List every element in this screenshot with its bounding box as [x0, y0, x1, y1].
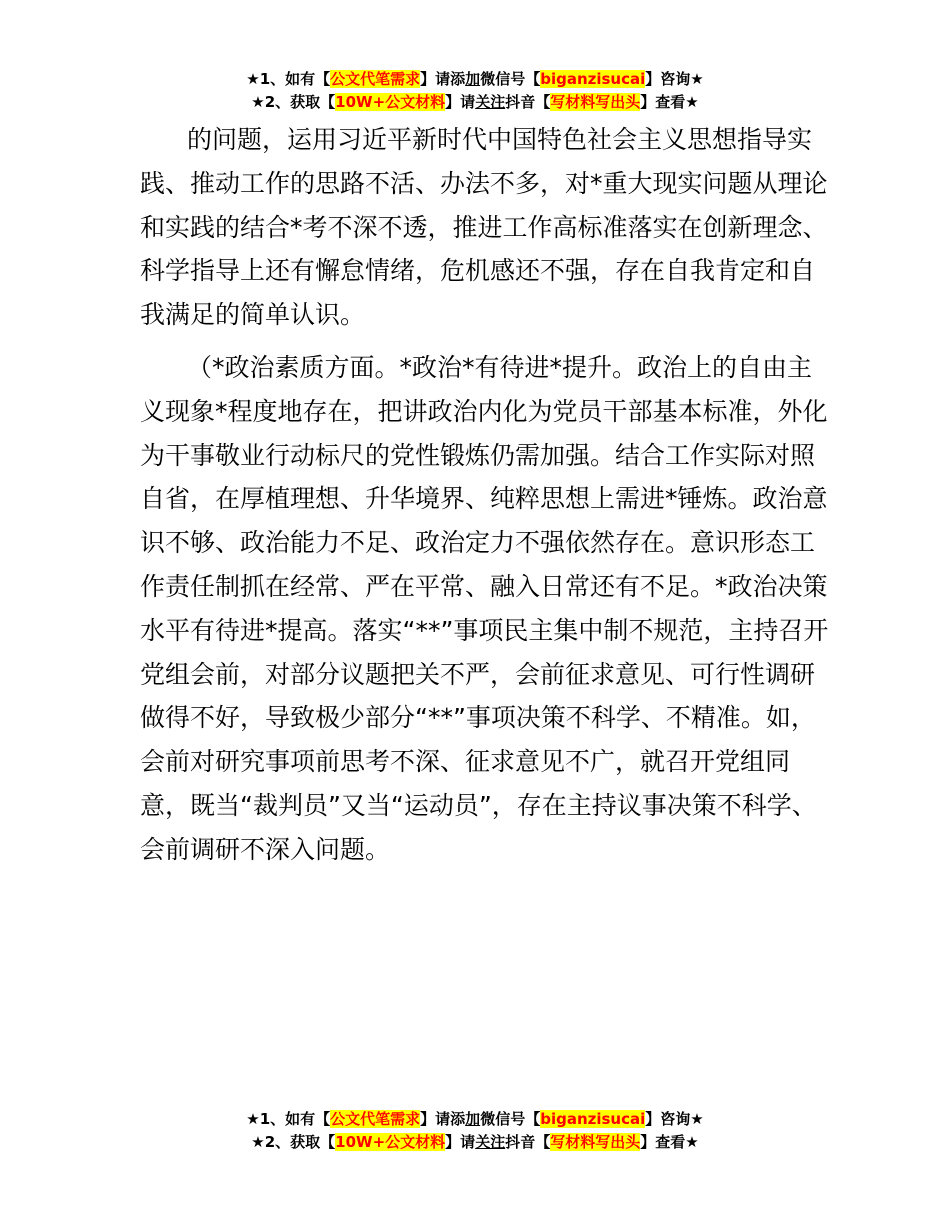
paragraph-1: 的问题，运用习近平新时代中国特色社会主义思想指导实践、推动工作的思路不活、办法不多，对*重大现实问题从理论和实践的结合*考不深不透，推进工作高标准落实在创新理念、科学指导上还有懈怠情绪，危机感还不强，存在自我肯定和自我满足的简单认识。 [140, 125, 828, 330]
banner-text: 抖音【 [505, 1133, 551, 1151]
star-icon: ★ [685, 93, 699, 111]
highlight-douyin-account: 写材料写出头 [550, 1133, 641, 1151]
banner-text: 1、如有【 [259, 70, 331, 88]
star-icon: ★ [690, 1110, 704, 1128]
banner-text: 】查看 [640, 1133, 686, 1151]
banner-line-1 [0, 1108, 950, 1131]
footer-banner [0, 1108, 950, 1154]
banner-text-underlined: 加 [465, 1110, 481, 1128]
highlight-douyin-account: 写材料写出头 [550, 93, 641, 111]
banner-text: 】咨询 [645, 70, 691, 88]
banner-text: 1、如有【 [259, 1110, 331, 1128]
banner-text: 2、获取【 [264, 93, 336, 111]
banner-line-2 [0, 1131, 950, 1154]
banner-text-underlined: 加 [465, 70, 481, 88]
highlight-wechat-id: biganzisucai [540, 70, 646, 88]
banner-text: 抖音【 [505, 93, 551, 111]
star-icon: ★ [246, 1110, 260, 1128]
star-icon: ★ [251, 93, 265, 111]
paragraph-2: （*政治素质方面。*政治*有待进*提升。政治上的自由主义现象*程度地存在，把讲政治内化为党员干部基本标准，外化为干事敬业行动标尺的党性锻炼仍需加强。结合工作实际对照自省，在厚植理想、升华境界、纯粹思想上需进*锤炼。政治意识不够、政治能力不足、政治定力不强依然存在。意识形态工作责任制抓在经常、严在平常、融入日常还有不足。*政治决策水平有待进*提高。落实“**”事项民主集中制不规范，主持召开党组会前，对部分议题把关不严，会前征求意见、可行性调研做得不好，导致极少部分“**”事项决策不科学、不精准。如，会前对研究事项前思考不深、征求意见不广，就召开党组同意，既当“裁判员”又当“运动员”，存在主持议事决策不科学、会前调研不深入问题。 [140, 352, 829, 864]
banner-line-1 [0, 68, 950, 91]
highlight-wechat-id: biganzisucai [540, 1110, 646, 1128]
banner-text: 】咨询 [645, 1110, 691, 1128]
star-icon: ★ [685, 1133, 699, 1151]
banner-text: 】请添 [420, 1110, 466, 1128]
star-icon: ★ [246, 70, 260, 88]
star-icon: ★ [690, 70, 704, 88]
banner-line-2 [0, 91, 950, 114]
banner-text: 2、获取【 [264, 1133, 336, 1151]
banner-text-underlined: 关注 [475, 93, 506, 111]
document-body [140, 118, 830, 872]
highlight-service: 公文代笔需求 [330, 1110, 421, 1128]
highlight-materials: 10W+公文材料 [335, 93, 446, 111]
highlight-materials: 10W+公文材料 [335, 1133, 446, 1151]
highlight-service: 公文代笔需求 [330, 70, 421, 88]
banner-text-underlined: 关注 [475, 1133, 506, 1151]
banner-text: 】请 [445, 1133, 476, 1151]
banner-text: 微信号【 [480, 70, 541, 88]
banner-text: 】请 [445, 93, 476, 111]
banner-text: 】查看 [640, 93, 686, 111]
banner-text: 微信号【 [480, 1110, 541, 1128]
header-banner [0, 68, 950, 114]
star-icon: ★ [251, 1133, 265, 1151]
banner-text: 】请添 [420, 70, 466, 88]
